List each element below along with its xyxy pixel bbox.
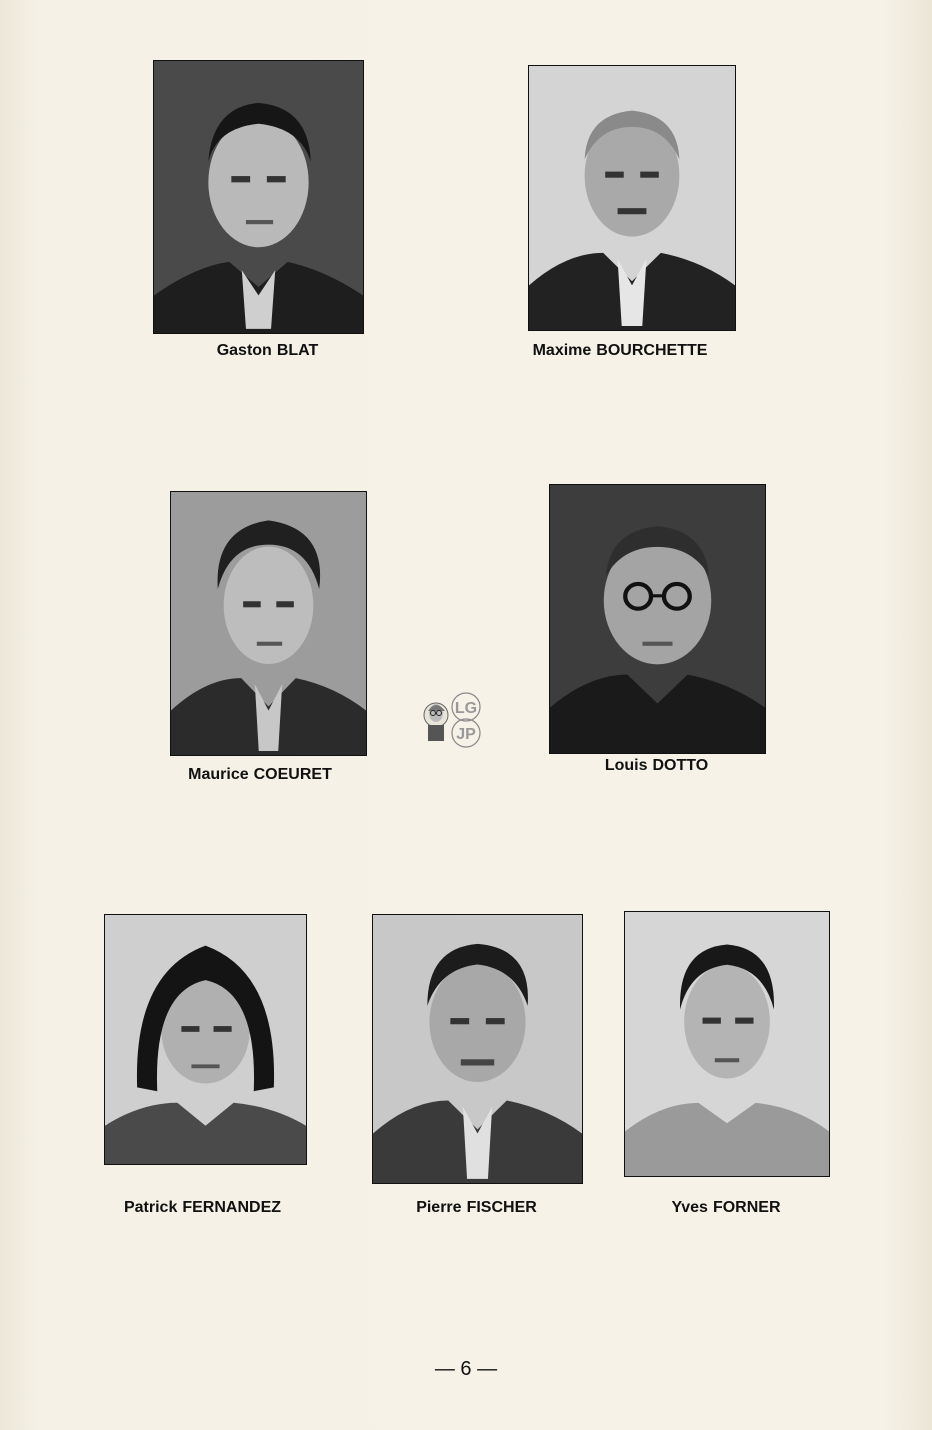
first-name: Gaston: [216, 342, 272, 359]
last-name: COEURET: [253, 766, 332, 783]
first-name: Patrick: [123, 1199, 178, 1216]
watermark-letters-lg: LG: [454, 700, 478, 717]
portrait-photo-forner: [624, 911, 830, 1177]
portrait-photo-fischer: [372, 914, 583, 1184]
portrait-photo-bourchette: [528, 65, 736, 331]
caption-bourchette: [505, 342, 735, 360]
caption-fernandez: [100, 1199, 305, 1217]
last-name: DOTTO: [652, 757, 709, 774]
portrait-photo-blat: [153, 60, 364, 334]
last-name: FISCHER: [466, 1199, 537, 1216]
first-name: Pierre: [416, 1199, 462, 1216]
first-name: Maurice: [188, 766, 249, 783]
watermark-letters-jp: JP: [456, 726, 476, 743]
first-name: Louis: [604, 757, 648, 774]
last-name: FERNANDEZ: [182, 1199, 282, 1216]
page-number: — 6 —: [434, 1358, 498, 1380]
lgjp-watermark-logo: [418, 685, 488, 755]
caption-fischer: [372, 1199, 581, 1217]
caption-blat: [153, 342, 382, 360]
portrait-photo-dotto: [549, 484, 766, 754]
last-name: BLAT: [276, 342, 319, 359]
first-name: Maxime: [532, 342, 592, 359]
first-name: Yves: [671, 1199, 708, 1216]
caption-dotto: [549, 757, 764, 775]
caption-coeuret: [150, 766, 370, 784]
last-name: FORNER: [712, 1199, 781, 1216]
portrait-photo-fernandez: [104, 914, 307, 1165]
last-name: BOURCHETTE: [596, 342, 708, 359]
portrait-photo-coeuret: [170, 491, 367, 756]
caption-forner: [624, 1199, 828, 1217]
